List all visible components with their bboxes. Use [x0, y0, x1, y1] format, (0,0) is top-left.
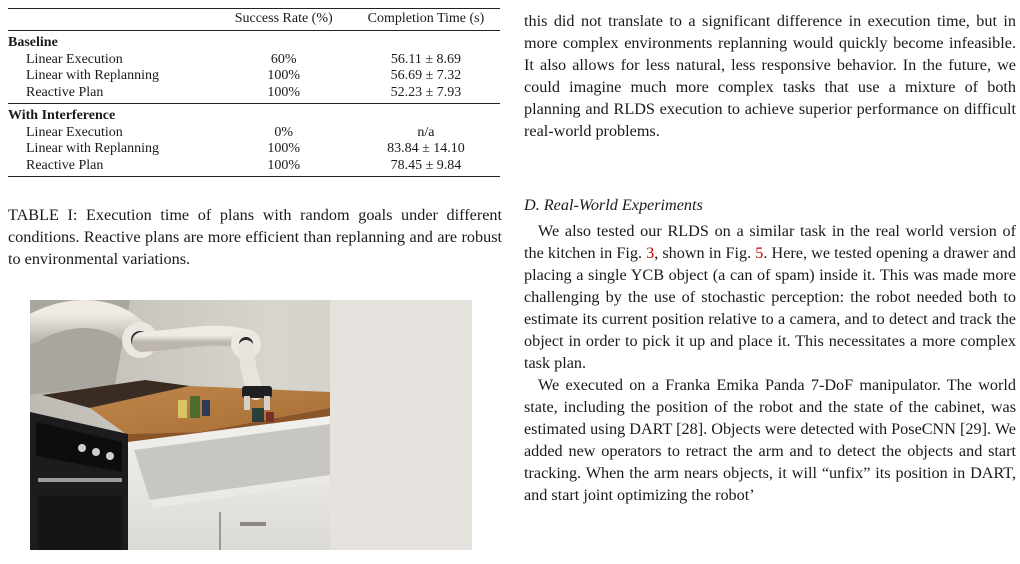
table-cell: Linear Execution: [26, 124, 123, 140]
results-table: [8, 8, 500, 177]
table-cell: Linear with Replanning: [26, 68, 159, 83]
paragraph-text: . Here, we tested opening a drawer and placing a single YCB object (a can of spam) inside it. This was made more challenging by the use of stochastic perception: the robot needed both to estimate its current position relative to a camera, and to detect and track the object in order to pick it up and place it. This necessitates a more complex task plan.: [524, 244, 1016, 372]
table-section-title: With Interference: [8, 104, 500, 125]
table-section-row: [8, 31, 500, 52]
table-cell: Reactive Plan: [8, 85, 215, 104]
table-cell: 78.45 ± 9.84: [352, 158, 500, 177]
table-cell: 52.23 ± 7.93: [352, 85, 500, 104]
kitchen-render-image: [30, 300, 472, 550]
table-cell: 56.11 ± 8.69: [390, 51, 462, 67]
table-caption: TABLE I: Execution time of plans with random goals under different conditions. Reactive plans are more efficient than replanning and are robust to environmental variations.: [8, 206, 502, 268]
table-row: [8, 85, 500, 104]
table-cell: 100%: [215, 85, 351, 104]
table-header-cell: [8, 9, 215, 31]
figure-ref-link[interactable]: 5: [755, 244, 764, 262]
table-cell: 100%: [267, 68, 301, 83]
table-cell: 100%: [215, 158, 351, 177]
table-row: [8, 125, 500, 142]
table-cell: 60%: [270, 51, 297, 67]
figure-ref-link[interactable]: 3: [646, 244, 655, 262]
table-cell: 0%: [274, 124, 294, 140]
table-header-cell: Completion Time (s): [352, 9, 500, 31]
section-heading: D. Real-World Experiments: [524, 196, 703, 214]
table-row: [8, 141, 500, 158]
table-header-cell: Success Rate (%): [215, 9, 351, 31]
table-cell: Linear with Replanning: [26, 141, 159, 156]
table-section-title: Baseline: [8, 35, 58, 50]
paragraph-hardware: We executed on a Franka Emika Panda 7-DoF manipulator. The world state, including the position of the robot and the state of the cabinet, was estimated using DART [28]. Objects were detected with PoseCNN [29]. We added new operators to retract the arm and to detect the objects and start tracking. When the arm nears objects, it will “unfix” its position in DART, and start joint optimizing the robot’: [524, 376, 1016, 504]
table-row: [8, 158, 500, 177]
table-cell: Reactive Plan: [8, 158, 215, 177]
table-section-row: [8, 104, 500, 125]
paragraph-real-world: [524, 220, 1016, 506]
table-cell: 83.84 ± 14.10: [387, 141, 465, 156]
paragraph-text: We also tested our RLDS on a similar task in the real world version of the kitchen in Fig.: [524, 222, 1016, 262]
table-header-row: [8, 9, 500, 31]
table-cell: 100%: [267, 141, 301, 156]
table-cell: n/a: [417, 124, 435, 140]
kitchen-robot-figure: [30, 300, 472, 550]
table-cell: Linear Execution: [26, 51, 123, 67]
paragraph-continued: this did not translate to a significant difference in execution time, but in more complex environments replanning would quickly become infeasible. It also allows for less natural, less responsive behavior. In the future, we could imagine much more complex tasks that use a mixture of both planning and RLDS execution to achieve superior performance on difficult real-world problems.: [524, 12, 1016, 140]
table-cell: 56.69 ± 7.32: [390, 68, 462, 83]
table-row: [8, 52, 500, 69]
paragraph-text: , shown in Fig.: [654, 244, 756, 262]
table-row: [8, 68, 500, 85]
